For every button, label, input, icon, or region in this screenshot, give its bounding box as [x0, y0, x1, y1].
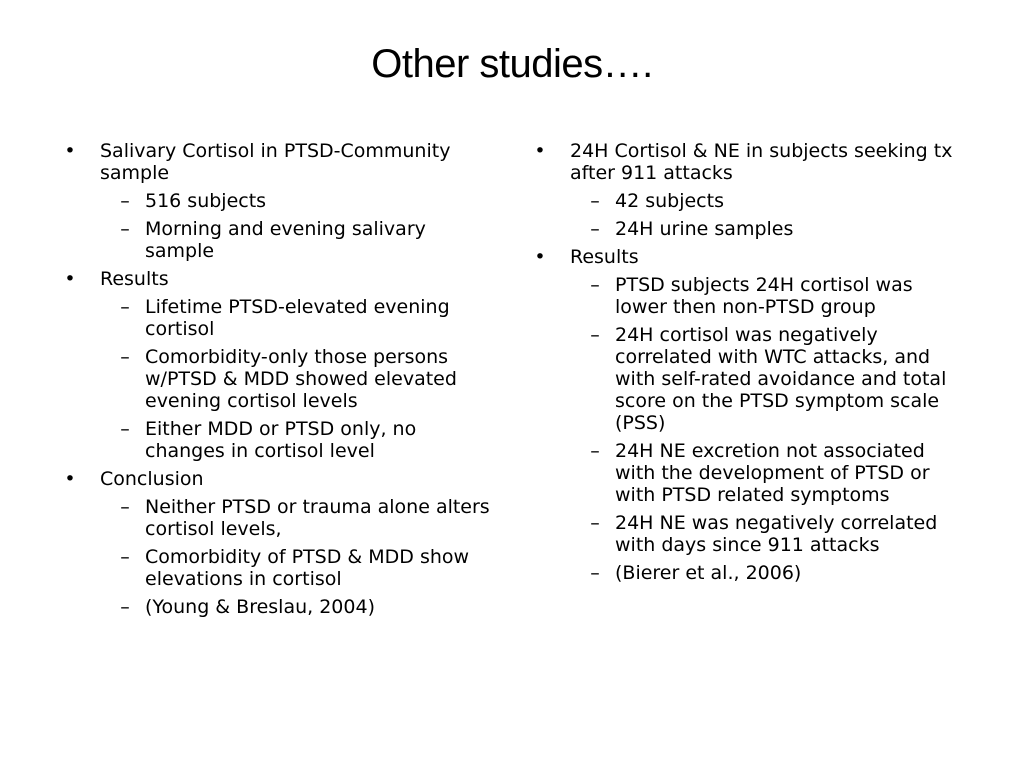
sub-list-item [530, 440, 970, 506]
sub-item-text: Either MDD or PTSD only, no changes in cortisol level [145, 418, 417, 462]
dash-icon: – [120, 190, 130, 212]
sub-list-item [530, 562, 970, 584]
dash-icon: – [590, 324, 600, 346]
slide-title: Other studies…. [371, 42, 653, 86]
dash-icon: – [120, 496, 130, 518]
sub-item-text: 24H cortisol was negatively correlated with WTC attacks, and with self-rated avoidance and total score on the PTSD symptom scale (PSS) [615, 324, 947, 434]
sub-list [100, 496, 500, 618]
dash-icon: – [120, 546, 130, 568]
sub-list [100, 296, 500, 462]
sub-list-item [530, 218, 970, 240]
sub-list [570, 274, 970, 584]
sub-item-text: PTSD subjects 24H cortisol was lower then non-PTSD group [615, 274, 913, 318]
sub-item-text: Neither PTSD or trauma alone alters cortisol levels, [145, 496, 490, 540]
right-bullet-list [530, 140, 970, 584]
sub-list-item [60, 546, 500, 590]
sub-list-item [60, 418, 500, 462]
dash-icon: – [590, 190, 600, 212]
left-bullet-list [60, 140, 500, 618]
bullet-icon: • [64, 468, 76, 490]
sub-list-item [530, 324, 970, 434]
sub-list-item [530, 512, 970, 556]
sub-item-text: 24H NE was negatively correlated with days since 911 attacks [615, 512, 938, 556]
dash-icon: – [590, 562, 600, 584]
bullet-icon: • [64, 140, 76, 162]
sub-list-item [530, 190, 970, 212]
sub-list-item [60, 596, 500, 618]
dash-icon: – [120, 596, 130, 618]
bullet-icon: • [534, 140, 546, 162]
dash-icon: – [590, 218, 600, 240]
list-item [60, 140, 500, 262]
dash-icon: – [120, 418, 130, 440]
list-item [530, 140, 970, 240]
bullet-text: 24H Cortisol & NE in subjects seeking tx after 911 attacks [570, 140, 953, 184]
sub-item-text: 24H NE excretion not associated with the development of PTSD or with PTSD related symptoms [615, 440, 930, 506]
sub-item-text: Lifetime PTSD-elevated evening cortisol [145, 296, 450, 340]
bullet-text: Results [100, 268, 169, 290]
sub-list-item [60, 218, 500, 262]
sub-item-text: Comorbidity-only those persons w/PTSD & MDD showed elevated evening cortisol levels [145, 346, 457, 412]
bullet-text: Results [570, 246, 639, 268]
sub-list-item [60, 296, 500, 340]
bullet-icon: • [534, 246, 546, 268]
bullet-text: Conclusion [100, 468, 204, 490]
dash-icon: – [120, 346, 130, 368]
list-item [530, 246, 970, 584]
dash-icon: – [120, 218, 130, 240]
sub-list-item [530, 274, 970, 318]
sub-list [570, 190, 970, 240]
list-item [60, 268, 500, 462]
sub-list-item [60, 496, 500, 540]
sub-item-text: Morning and evening salivary sample [145, 218, 426, 262]
sub-list-item [60, 346, 500, 412]
bullet-text: Salivary Cortisol in PTSD-Community sample [100, 140, 451, 184]
list-item [60, 468, 500, 618]
sub-list-item [60, 190, 500, 212]
dash-icon: – [590, 274, 600, 296]
sub-item-text: 42 subjects [615, 190, 724, 212]
sub-item-text: (Young & Breslau, 2004) [145, 596, 375, 618]
sub-item-text: (Bierer et al., 2006) [615, 562, 802, 584]
sub-item-text: 24H urine samples [615, 218, 794, 240]
right-column [530, 140, 970, 590]
sub-item-text: Comorbidity of PTSD & MDD show elevations in cortisol [145, 546, 470, 590]
sub-list [100, 190, 500, 262]
left-column [60, 140, 500, 624]
dash-icon: – [590, 440, 600, 462]
dash-icon: – [590, 512, 600, 534]
dash-icon: – [120, 296, 130, 318]
sub-item-text: 516 subjects [145, 190, 267, 212]
bullet-icon: • [64, 268, 76, 290]
